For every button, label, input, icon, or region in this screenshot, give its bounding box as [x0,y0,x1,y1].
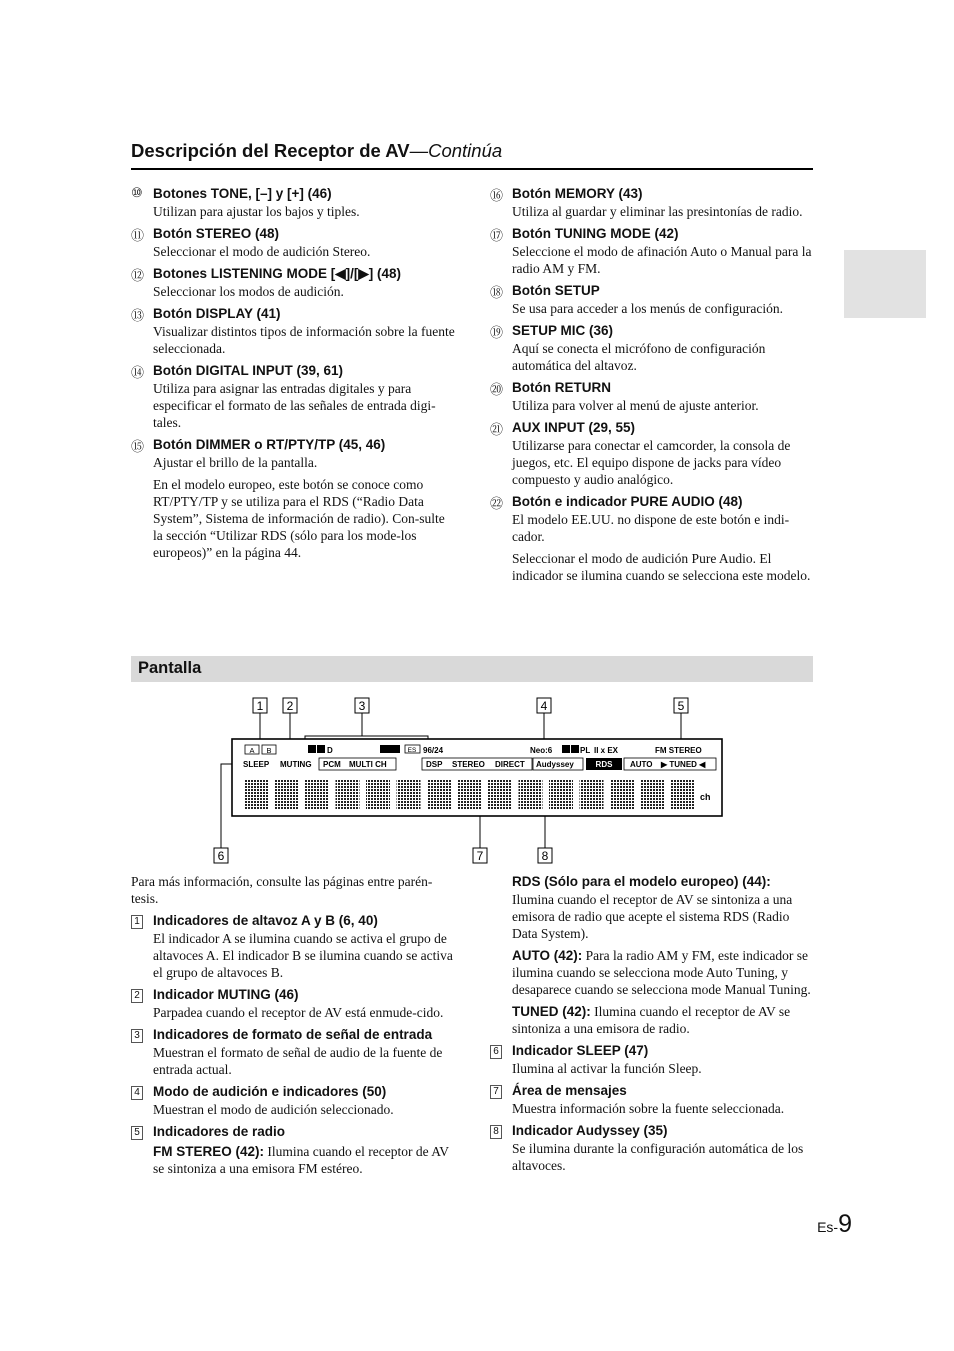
matrix-character [336,780,360,810]
list-item [490,1082,815,1117]
item-description: Aquí se conecta el micrófono de configuración automática del altavoz. [512,341,766,373]
callout-3 [355,698,369,713]
lower-left-column [131,873,456,1177]
list-item [131,1026,456,1078]
item-number: 5 [131,1126,143,1140]
item-number: ⑮ [131,439,145,454]
svg-text:7: 7 [476,849,484,863]
item-title: SETUP MIC (36) [512,323,614,338]
item-title: Botón e indicador PURE AUDIO (48) [512,494,743,509]
item-number: ⑩ [131,185,143,200]
indicator-audyssey: Audyssey [536,760,574,769]
item-number: ㉑ [490,422,504,437]
item-description: Utilizan para ajustar los bajos y tiples. [153,204,360,219]
indicator-muting: MUTING [280,760,312,769]
item-number: 3 [131,1029,143,1043]
item-description: Seleccione el modo de afinación Auto o Manual para la radio AM y FM. [512,244,812,276]
radio-fm: FM STEREO (42): Ilumina cuando el receptor de AV se sintoniza a una emisora FM estéreo. [153,1144,449,1176]
list-item [131,986,456,1021]
indicator-ch: ch [700,792,711,802]
indicator-rds: RDS [595,760,613,769]
list-item [490,1122,815,1174]
indicator-pcm: PCM [323,760,341,769]
item-number: ⑲ [490,325,504,340]
item-number: 2 [131,989,143,1003]
item-description: En el modelo europeo, este botón se conoce como RT/PTY/TP y se utiliza para el RDS (“Radio Data System”, Sistema de información de radio). Con-sulte la sección “Utilizar RDS (sólo para los mode-los europeos)” en la página 44. [153,477,445,560]
svg-text:1: 1 [256,699,264,713]
page-number: Es-9 [817,1210,852,1238]
matrix-character [488,780,512,810]
indicator-tuned: ▶ TUNED ◀ [661,760,706,769]
item-description: Muestra información sobre la fuente seleccionada. [512,1101,785,1116]
matrix-character [305,780,329,810]
indicator-sleep: SLEEP [243,760,270,769]
item-number: ⑬ [131,308,145,323]
callout-4 [537,698,551,713]
item-description: Muestran el modo de audición seleccionado. [153,1102,394,1117]
list-item [131,362,456,431]
indicator-plix: II x EX [594,746,619,755]
item-description: Se usa para acceder a los menús de configuración. [512,301,784,316]
callout-5 [674,698,688,713]
item-title: Indicador SLEEP (47) [512,1043,649,1058]
item-number: 4 [131,1086,143,1100]
item-title: Botones TONE, [–] y [+] (46) [153,186,332,201]
item-description: El indicador A se ilumina cuando se activa el grupo de altavoces A. El indicador B se ilumina cuando se activa el grupo de altavoces B. [153,931,453,980]
item-title: Botón SETUP [512,283,600,298]
radio-tuned: TUNED (42): Ilumina cuando el receptor de AV se sintoniza a una emisora de radio. [512,1004,791,1036]
list-item [131,912,456,981]
item-title: Indicador MUTING (46) [153,987,299,1002]
callout-6 [214,848,228,863]
item-number: 6 [490,1045,502,1059]
lower-right-column [490,873,815,1179]
indicator-dd: D [327,746,333,755]
item-title: Botones LISTENING MODE [◀]/[▶] (48) [153,266,402,281]
item-description: Se ilumina durante la configuración automática de los altavoces. [512,1141,804,1173]
item-description: Parpadea cuando el receptor de AV está enmude-cido. [153,1005,444,1020]
item-title: Indicador Audyssey (35) [512,1123,668,1138]
callout-1 [253,698,267,713]
item-title: Modo de audición e indicadores (50) [153,1084,387,1099]
item-number: ⑱ [490,285,504,300]
item-description: Muestran el formato de señal de audio de la fuente de entrada actual. [153,1045,443,1077]
list-item [131,185,456,220]
item-title: Indicadores de altavoz A y B (6, 40) [153,913,378,928]
item-description: Ilumina al activar la función Sleep. [512,1061,702,1076]
item-description: Visualizar distintos tipos de información sobre la fuente seleccionada. [153,324,455,356]
item-description: El modelo EE.UU. no dispone de este botón e indi-cador. [512,512,790,544]
callout-7 [473,848,487,863]
indicator-dsp: DSP [426,760,443,769]
section-title: Pantalla [138,659,202,677]
list-item [490,493,815,584]
list-item [131,1123,456,1141]
matrix-character [458,780,482,810]
list-item [131,265,456,300]
item-number: ⑫ [131,268,145,283]
item-description: Utilizarse para conectar el camcorder, la consola de juegos, etc. El equipo dispone de jacks para vídeo compuesto y audio analógico. [512,438,791,487]
matrix-character [641,780,665,810]
item-title: Botón DIGITAL INPUT (39, 61) [153,363,344,378]
radio-rds: RDS (Sólo para el modelo europeo) (44): Ilumina cuando el receptor de AV se sintoniza a una emisora de radio que acepte el sistema RDS (Radio Data System). AUTO (42): Para la radio AM y FM, este indicador se ilumina cuando se selecciona mode Auto Tuning, y desaparece cuando se selecciona mode Manual Tuning. TUNED (42): Ilumina cuando el receptor de AV se sintoniza a una emisora de radio. [490,873,815,1037]
list-item [131,225,456,260]
list-item [131,305,456,357]
svg-text:3: 3 [358,699,366,713]
item-number: ㉒ [490,496,504,511]
list-item [490,379,815,414]
item-title: Botón DIMMER o RT/PTY/TP (45, 46) [153,437,386,452]
matrix-character [397,780,421,810]
right-column [490,185,815,589]
message-area [244,780,695,810]
side-tab [844,250,926,318]
list-item [490,1042,815,1077]
item-description: Seleccionar el modo de audición Pure Audio. El indicador se ilumina cuando se selecciona este modelo. [512,551,811,583]
item-title: AUX INPUT (29, 55) [512,420,636,435]
indicator-b: B [266,746,272,755]
matrix-character [275,780,299,810]
item-description: Utiliza al guardar y eliminar las presintonías de radio. [512,204,803,219]
matrix-character [519,780,543,810]
section-heading [131,656,813,682]
intro-text: Para más información, consulte las páginas entre parén-tesis. [131,874,433,906]
item-description: Utiliza para volver al menú de ajuste anterior. [512,398,759,413]
item-title: Área de mensajes [512,1083,627,1098]
indicator-stereo: STEREO [452,760,485,769]
list-item [490,225,815,277]
item-number: ⑰ [490,228,504,243]
item-number: 8 [490,1125,502,1139]
page-title: Descripción del Receptor de AV [131,140,410,161]
item-description: Seleccionar los modos de audición. [153,284,344,299]
item-description: Seleccionar el modo de audición Stereo. [153,244,371,259]
indicator-9624: 96/24 [423,746,444,755]
indicator-multich: MULTI CH [349,760,387,769]
item-title: Indicadores de formato de señal de entrada [153,1027,433,1042]
item-title: Botón MEMORY (43) [512,186,643,201]
list-item [490,185,815,220]
list-item [490,419,815,488]
item-title: Indicadores de radio [153,1124,286,1139]
matrix-character [580,780,604,810]
svg-text:2: 2 [286,699,294,713]
indicator-auto: AUTO [630,760,653,769]
indicator-fm-stereo: FM STEREO [655,746,702,755]
list-item [490,322,815,374]
indicator-a: A [249,746,255,755]
matrix-character [671,780,695,810]
display-diagram [200,690,740,870]
page-header [131,140,813,170]
list-item [131,1083,456,1118]
item-title: Botón STEREO (48) [153,226,280,241]
item-title: Botón DISPLAY (41) [153,306,281,321]
matrix-character [610,780,634,810]
item-title: Botón RETURN [512,380,611,395]
matrix-character [244,780,268,810]
item-number: ⑳ [490,382,504,397]
list-item [131,436,456,561]
callout-8 [538,848,552,863]
indicator-pl: PL [580,746,591,755]
indicator-neo6: Neo:6 [530,746,553,755]
indicator-es: ES [407,747,417,754]
item-title: Botón TUNING MODE (42) [512,226,679,241]
callout-2 [283,698,297,713]
svg-text:8: 8 [541,849,549,863]
radio-auto: AUTO (42): Para la radio AM y FM, este indicador se ilumina cuando se selecciona mode Auto Tuning, y desaparece cuando se selecciona mode Manual Tuning. [512,948,811,997]
item-number: 7 [490,1085,502,1099]
item-number: ⑯ [490,188,504,203]
page-subtitle: —Continúa [409,140,503,161]
svg-text:4: 4 [540,699,548,713]
item-number: ⑪ [131,228,145,243]
svg-text:5: 5 [677,699,685,713]
left-column [131,185,456,566]
matrix-character [366,780,390,810]
matrix-character [427,780,451,810]
item-number: 1 [131,915,143,929]
list-item [490,282,815,317]
matrix-character [549,780,573,810]
item-description: Ajustar el brillo de la pantalla. [153,455,318,470]
dts-icon [380,745,400,753]
svg-text:6: 6 [217,849,225,863]
item-number: ⑭ [131,365,145,380]
item-description: Utiliza para asignar las entradas digitales y para especificar el formato de las señales de entrada digi-tales. [153,381,436,430]
indicator-direct: DIRECT [495,760,525,769]
